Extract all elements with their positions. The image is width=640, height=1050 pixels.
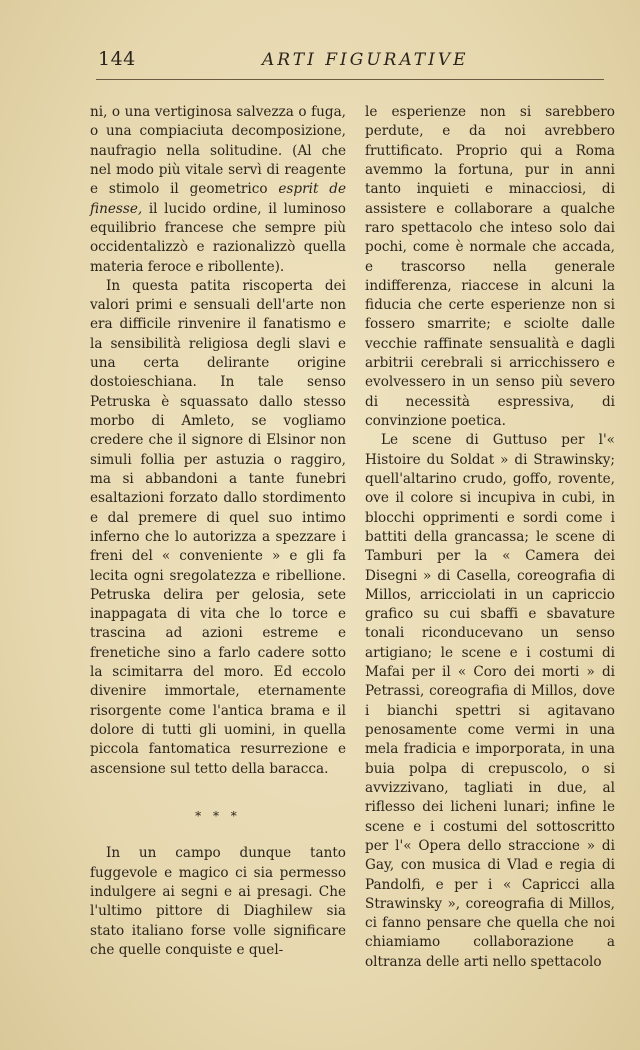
section-separator: * * * bbox=[195, 808, 241, 823]
paragraph-diaghilew: In un campo dunque tanto fuggevole e magico ci sia permesso indulgere ai segni e ai presagi. Che l'ultimo pittore di Diaghilew sia stato italiano forse volle significare che quelle conquiste e quel- bbox=[90, 845, 346, 958]
page-number: 144 bbox=[98, 48, 136, 70]
text-run: ni, o una vertiginosa salvezza o fuga, o una compiaciuta decomposizione, naufragio nella solitudine. (Al che nel modo più vitale servì di reagente e stimolo il geometrico bbox=[90, 104, 346, 198]
italic-phrase: esprit de finesse, bbox=[90, 181, 346, 217]
header-rule bbox=[96, 79, 604, 80]
right-column bbox=[365, 103, 615, 972]
paragraph-esperienze: le esperienze non si sarebbero perdute, e da noi avrebbero fruttificato. Proprio qui a Roma avemmo la fortuna, pur in anni tanto inquieti e minacciosi, di assistere e collaborare a qualche raro spettacolo che inteso solo dai pochi, come è normale che accada, e trascorso nella generale indifferenza, riaccese in alcuni la fiducia che certe esperienze non si fossero smarrite; e sciolte dalle vecchie raffinate sensualità e dagli arbitrii cerebrali si arricchissero e evolvessero in un senso più severo di necessità espressiva, di convinzione poetica. bbox=[365, 104, 615, 429]
running-title: ARTI FIGURATIVE bbox=[262, 50, 469, 70]
text-run: il lucido ordine, il luminoso equilibrio francese che sempre più occidentalizzò e razionalizzò quella materia feroce e ribollente). bbox=[90, 200, 346, 275]
paragraph-continued bbox=[90, 103, 346, 277]
left-column bbox=[90, 103, 346, 960]
paragraph-petruska: In questa patita riscoperta dei valori primi e sensuali dell'arte non era difficile rinvenire il fanatismo e la sensibilità religiosa degli slavi e una certa delirante origine dostoieschiana. In tale senso Petruska è squassato dallo stesso morbo di Amleto, se vogliamo credere che il signore di Elsinor non simuli follia per astuzia o raggiro, ma si abbandoni a tante funebri esaltazioni forzato dallo stordimento e dal premere di quel suo intimo inferno che lo autorizza a spezzare i freni del « conveniente » e gli fa lecita ogni sregolatezza e ribellione. Petruska delira per gelosia, sete inappagata di vita che lo torce e trascina ad azioni estreme e frenetiche sino a farlo cadere sotto la scimitarra del moro. Ed eccolo divenire immortale, eternamente risorgente come l'antica brama e il dolore di tutti gli uomini, in quella piccola fantomatica resurrezione e ascensione sul tetto della baracca. bbox=[90, 277, 346, 777]
paragraph-scene: Le scene di Guttuso per l'« Histoire du Soldat » di Strawinsky; quell'altarino crudo, goffo, rovente, ove il colore si incupiva in cubi, in blocchi opprimenti e sordi come i battiti della grancassa; le scene di Tamburi per la « Camera dei Disegni » di Casella, coreografia di Millos, arricciolati in un capriccio grafico su cui sbaffi e sbavature tonali riconducevano un senso artigiano; le scene e i costumi di Mafai per il « Coro dei morti » di Petrassi, coreografia di Millos, dove i bianchi spettri si agitavano penosamente come vermi in una mela fradicia e imporporata, in una buia polpa di crepuscolo, o si avvizzivano, tagliati in due, al riflesso dei licheni lunari; infine le scene e i costumi del sottoscritto per l'« Opera dello straccione » di Gay, con musica di Vlad e regia di Pandolfi, e per i « Capricci alla Strawinsky », coreografia di Millos, ci fanno pensare che quella che noi chiamiamo collaborazione a oltranza delle arti nello spettacolo bbox=[365, 432, 615, 970]
